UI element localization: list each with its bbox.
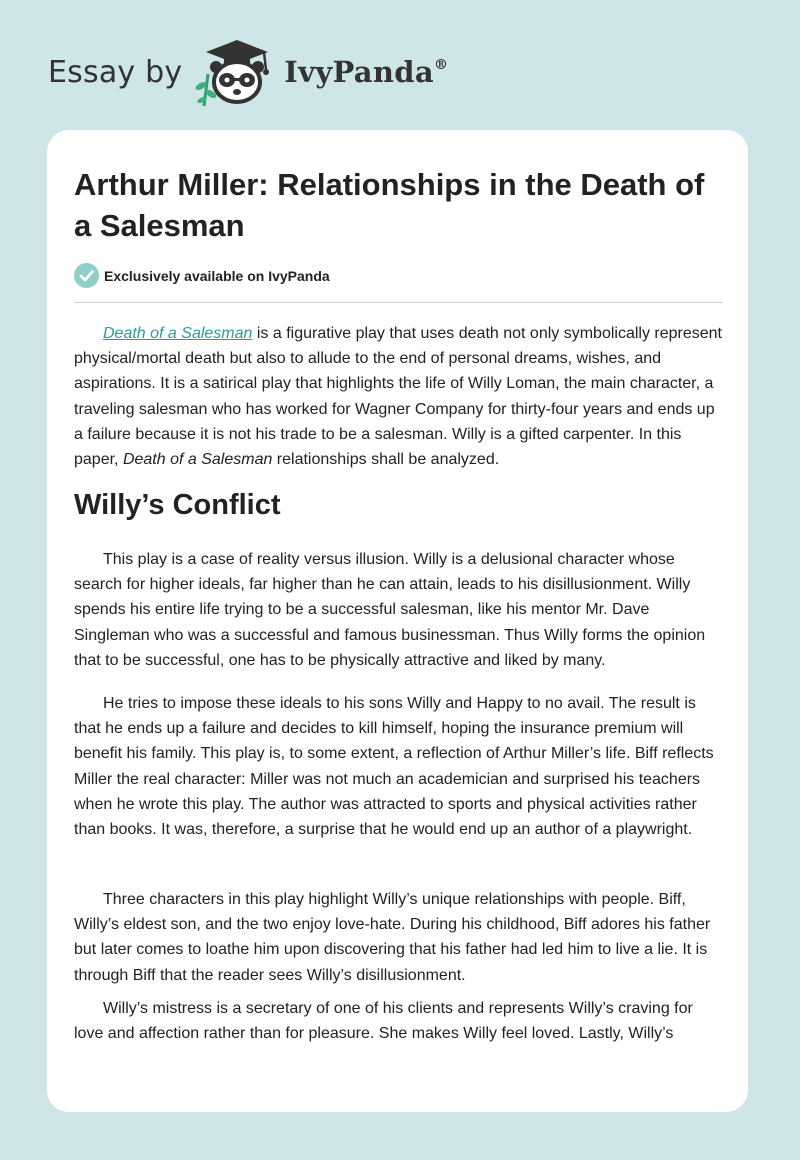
divider [74, 302, 723, 303]
essay-card [47, 130, 748, 1112]
body-paragraph: He tries to impose these ideals to his sons Willy and Happy to no avail. The result is that he ends up a failure and decides to kill himself, hoping the insurance premium will benefit his family. This play is, to some extent, a reflection of Arthur Miller’s life. Biff reflects Miller the real character: Miller was not much an academician and surprised his teachers when he wrote this play. The author was attracted to sports and physical activities rather than books. It was, therefore, a surprise that he would end up an author of a playwright. [74, 695, 714, 839]
intro-paragraph: Death of a Salesman is a figurative play that uses death not only symbolically represent physical/mortal death but also to allude to the end of personal dreams, wishes, and aspirations. It is a satirical play that highlights the life of Willy Loman, the main character, a traveling salesman who has worked for Wagner Company for thirty-four years and ends up a failure because it is not his trade to be a salesman. Willy is a gifted carpenter. In this paper, Death of a Salesman relationships shall be analyzed. [74, 325, 722, 469]
body-paragraph: This play is a case of reality versus illusion. Willy is a delusional character whose search for higher ideals, far higher than he can attain, leads to his disillusionment. Willy spends his entire life trying to be a successful salesman, like his mentor Mr. Dave Singleman who was a successful and famous businessman. Thus Willy forms the opinion that to be successful, one has to be physically attractive and liked by many. [74, 551, 706, 669]
essay-title: Arthur Miller: Relationships in the Death of a Salesman [74, 167, 705, 243]
play-link[interactable]: Death of a Salesman [103, 325, 253, 342]
exclusive-badge [74, 263, 330, 288]
panda-logo-icon[interactable] [194, 36, 280, 108]
check-circle-icon [74, 263, 99, 288]
site-header [48, 36, 448, 108]
section-heading: Willy’s Conflict [74, 489, 281, 521]
brand-name[interactable]: IvyPanda® [284, 55, 449, 89]
body-paragraph: Willy’s mistress is a secretary of one of his clients and represents Willy’s craving for love and affection rather than for pleasure. She makes Willy feel loved. Lastly, Willy’s [74, 1000, 693, 1043]
essay-by-label: Essay by [48, 54, 183, 90]
badge-text: Exclusively available on IvyPanda [104, 267, 330, 284]
registered-mark: ® [433, 57, 449, 73]
body-paragraph: Three characters in this play highlight Willy’s unique relationships with people. Biff, Willy’s eldest son, and the two enjoy love-hate. During his childhood, Biff adores his father but later comes to loathe him upon discovering that his father had led him to live a lie. It is through Biff that the reader sees Willy’s disillusionment. [74, 891, 711, 984]
